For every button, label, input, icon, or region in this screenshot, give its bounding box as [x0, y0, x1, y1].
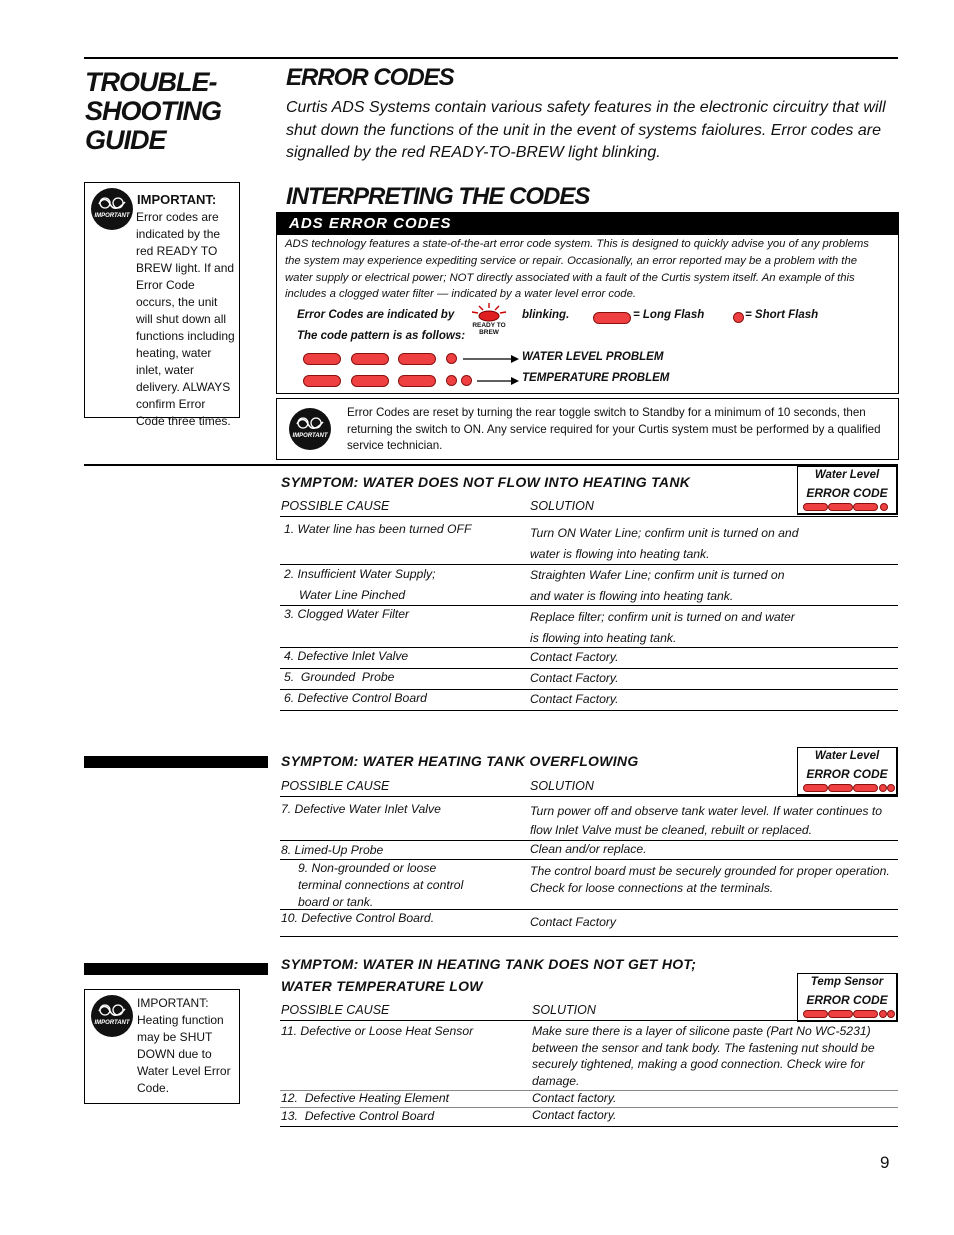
arrow-icon	[463, 352, 519, 370]
long-flash-icon	[303, 375, 341, 387]
table-row-cause: 6. Defective Control Board	[284, 691, 427, 705]
important-box	[84, 182, 240, 428]
ads-heading-bar: ADS ERROR CODES	[277, 213, 898, 235]
table-row-solution: Contact factory.	[532, 1108, 617, 1122]
short-flash-icon	[446, 353, 457, 364]
symptom1-title: SYMPTOM: WATER DOES NOT FLOW INTO HEATING TANK	[281, 474, 691, 490]
short-flash-icon	[879, 1010, 887, 1018]
section-bar	[84, 756, 268, 768]
temperature-problem: TEMPERATURE PROBLEM	[522, 372, 670, 384]
long-flash-icon	[398, 353, 436, 365]
blinking-text: blinking.	[522, 309, 570, 321]
divider	[280, 1020, 898, 1021]
table-row-cause: 11. Defective or Loose Heat Sensor	[281, 1024, 474, 1038]
table-row-solution: Replace filter; confirm unit is turned on and water is flowing into heating tank.	[530, 610, 795, 645]
section-bar	[84, 963, 268, 975]
short-flash-icon	[733, 312, 744, 323]
table-row-solution: The control board must be securely grounded for proper operation. Check for loose connections at the terminals.	[530, 864, 890, 895]
page-title: TROUBLE- SHOOTING GUIDE	[85, 67, 222, 155]
symptom2-error-code-box: Water Level ERROR CODE	[797, 747, 898, 796]
long-flash-legend: = Long Flash	[633, 309, 705, 321]
pattern-label: The code pattern is as follows:	[297, 330, 466, 342]
symptom2-title: SYMPTOM: WATER HEATING TANK OVERFLOWING	[281, 753, 639, 769]
table-row-solution: Straighten Wafer Line; confirm unit is turned on and water is flowing into heating tank.	[530, 568, 785, 603]
long-flash-icon	[853, 1010, 878, 1018]
arrow-icon	[477, 374, 519, 392]
long-flash-icon	[398, 375, 436, 387]
table-row-cause: 4. Defective Inlet Valve	[284, 649, 409, 663]
divider	[280, 936, 898, 937]
table-row-solution: Turn ON Water Line; confirm unit is turned on and water is flowing into heating tank.	[530, 526, 799, 561]
table-row-solution: Clean and/or replace.	[530, 842, 647, 856]
divider	[280, 1126, 898, 1127]
long-flash-icon	[828, 503, 853, 511]
table-row-cause: 9. Non-grounded or loose terminal connections at control board or tank.	[298, 861, 464, 909]
short-flash-icon	[446, 375, 457, 386]
top-rule	[84, 57, 898, 59]
table-row-solution: Contact Factory.	[530, 671, 619, 685]
long-flash-icon	[803, 784, 828, 792]
water-level-problem: WATER LEVEL PROBLEM	[522, 351, 664, 363]
ready-to-brew-light-icon: READY TO BREW	[467, 301, 511, 331]
long-flash-icon	[828, 1010, 853, 1018]
table-row-cause: 3. Clogged Water Filter	[284, 607, 410, 621]
table-row-solution: Contact Factory.	[530, 650, 619, 664]
divider	[280, 796, 898, 797]
important-label: IMPORTANT:	[137, 192, 217, 207]
important-icon: IMPORTANT	[289, 408, 331, 450]
long-flash-icon	[593, 312, 631, 324]
reset-note-box	[276, 398, 899, 460]
solution-header: SOLUTION	[532, 1003, 596, 1017]
important-heating-text: IMPORTANT: Heating function may be SHUT DOWN due to Water Level Error Code.	[137, 996, 231, 1095]
cause-header: POSSIBLE CAUSE	[281, 499, 390, 513]
table-row-solution: Turn power off and observe tank water level. If water continues to flow Inlet Valve must be cleaned, rebuilt or replaced.	[530, 804, 883, 837]
short-flash-icon	[461, 375, 472, 386]
long-flash-icon	[303, 353, 341, 365]
long-flash-icon	[853, 503, 878, 511]
important-icon: IMPORTANT	[91, 995, 133, 1037]
symptom3-title-line1: SYMPTOM: WATER IN HEATING TANK DOES NOT GET HOT;	[281, 956, 697, 972]
indicated-by-text: Error Codes are indicated by	[297, 309, 455, 321]
long-flash-icon	[803, 503, 828, 511]
symptom3-title-line2: WATER TEMPERATURE LOW	[281, 978, 483, 994]
table-row-cause: 8. Limed-Up Probe	[281, 843, 384, 857]
important-box-heating	[84, 989, 240, 1104]
page-number: 9	[880, 1153, 890, 1172]
solution-header: SOLUTION	[530, 779, 594, 793]
symptom3-error-code-box: Temp Sensor ERROR CODE	[797, 973, 898, 1022]
important-icon: IMPORTANT	[91, 188, 133, 230]
table-row-cause: 5. Grounded Probe	[284, 670, 395, 684]
long-flash-icon	[828, 784, 853, 792]
intro-text: Curtis ADS Systems contain various safety features in the electronic circuitry that will shut down the functions of the unit in the event of systems faiolures. Error codes are signalled by the red READY-TO-BREW light blinking.	[286, 99, 886, 161]
reset-note-text: Error Codes are reset by turning the rear toggle switch to Standby for a minimum of 10 seconds, then returning the switch to ON. Any service required for your Curtis system must be performed by a qualified service technician.	[347, 406, 881, 452]
cause-header: POSSIBLE CAUSE	[281, 779, 390, 793]
table-row-solution: Make sure there is a layer of silicone paste (Part No WC-5231) between the sensor and tank body. The fastening nut should be securely tightened, making a good connection. Check wire for damage.	[532, 1024, 875, 1088]
short-flash-icon	[887, 1010, 895, 1018]
table-row-cause: 2. Insufficient Water Supply; Water Line Pinched	[284, 567, 436, 602]
cause-header: POSSIBLE CAUSE	[281, 1003, 390, 1017]
table-row-solution: Contact factory.	[532, 1091, 617, 1105]
table-row-cause: 13. Defective Control Board	[281, 1109, 435, 1123]
table-row-solution: Contact Factory.	[530, 692, 619, 706]
solution-header: SOLUTION	[530, 499, 594, 513]
short-flash-icon	[880, 503, 888, 511]
table-row-cause: 7. Defective Water Inlet Valve	[281, 802, 441, 816]
ads-error-codes-box	[276, 212, 899, 394]
long-flash-icon	[351, 353, 389, 365]
table-row-cause: 12. Defective Heating Element	[281, 1091, 450, 1105]
table-row-cause: 1. Water line has been turned OFF	[284, 522, 472, 536]
interpreting-heading: INTERPRETING THE CODES	[286, 183, 590, 210]
ads-paragraph: ADS technology features a state-of-the-art error code system. This is designed to quickly advise you of any problems the system may experience expediting service or repair. Occasionally, an error reported may be a problem with the water supply or electrical power; NOT directly associated with a fault of the Curtis system itself. An example of this includes a clogged water filter — indicated by a water level error code.	[285, 238, 869, 301]
important-text: Error codes are indicated by the red READY TO BREW light. If and Error Code occurs, the unit will shut down all functions including heating, water inlet, water delivery. ALWAYS confirm Error Code three times.	[136, 210, 235, 428]
short-flash-icon	[887, 784, 895, 792]
error-codes-heading: ERROR CODES	[286, 64, 454, 91]
long-flash-icon	[853, 784, 878, 792]
section-rule	[84, 464, 898, 466]
symptom1-error-code-box: Water Level ERROR CODE	[797, 466, 898, 515]
short-flash-icon	[879, 784, 887, 792]
divider	[280, 710, 898, 711]
long-flash-icon	[351, 375, 389, 387]
short-flash-legend: = Short Flash	[745, 309, 819, 321]
divider	[280, 516, 898, 517]
table-row-solution: Contact Factory	[530, 915, 617, 929]
table-row-cause: 10. Defective Control Board.	[281, 911, 435, 925]
long-flash-icon	[803, 1010, 828, 1018]
